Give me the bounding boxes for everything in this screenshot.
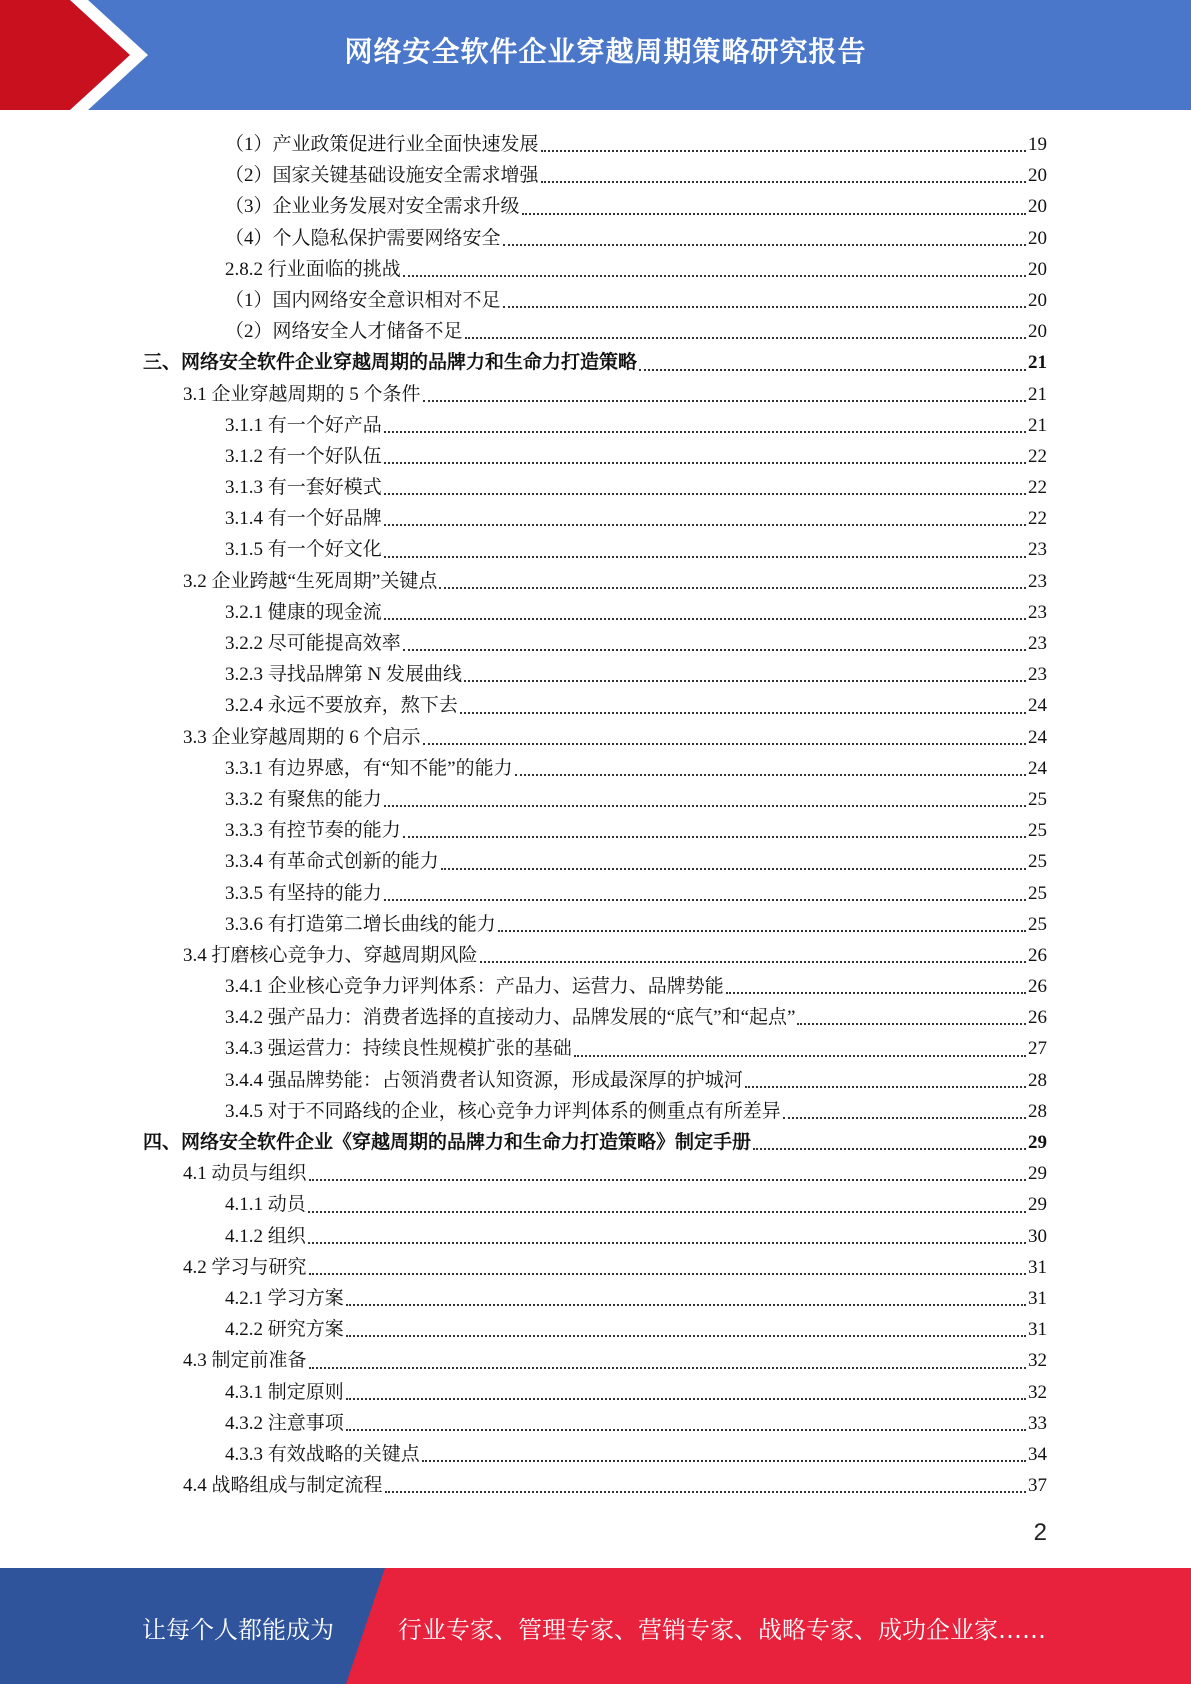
toc-dot-leader [308, 1241, 1026, 1244]
toc-entry-label: 4.4 战略组成与制定流程 [183, 1475, 383, 1497]
toc-entry-label: 3.3.3 有控节奏的能力 [225, 820, 401, 842]
toc-entry[interactable] [143, 1252, 1047, 1283]
toc-dot-leader [423, 742, 1026, 745]
toc-dot-leader [797, 1022, 1026, 1025]
toc-entry[interactable] [143, 846, 1047, 877]
toc-entry[interactable] [143, 971, 1047, 1002]
toc-entry[interactable] [143, 503, 1047, 534]
toc-dot-leader [726, 991, 1026, 994]
toc-entry-label: 3.3.4 有革命式创新的能力 [225, 851, 439, 873]
toc-dot-leader [480, 960, 1026, 963]
toc-entry[interactable] [143, 410, 1047, 441]
toc-dot-leader [384, 492, 1026, 495]
toc-entry-label: 四、网络安全软件企业《穿越周期的品牌力和生命力打造策略》制定手册 [143, 1132, 752, 1153]
toc-dot-leader [384, 804, 1026, 807]
toc-entry-label: 4.2.1 学习方案 [225, 1287, 344, 1309]
toc-entry-label: 3.4.4 强品牌势能：占领消费者认知资源，形成最深厚的护城河 [225, 1069, 743, 1091]
toc-entry-label: 三、网络安全软件企业穿越周期的品牌力和生命力打造策略 [143, 352, 638, 374]
toc-entry-label: 4.2 学习与研究 [183, 1256, 307, 1278]
toc-entry-page: 20 [1028, 165, 1047, 187]
toc-entry[interactable] [143, 1127, 1047, 1158]
toc-entry-label: 3.4.5 对于不同路线的企业，核心竞争力评判体系的侧重点有所差异 [225, 1100, 781, 1122]
table-of-contents [143, 129, 1047, 1501]
toc-dot-leader [309, 1272, 1026, 1275]
toc-entry-page: 31 [1028, 1256, 1047, 1278]
toc-entry[interactable] [143, 534, 1047, 565]
toc-dot-leader [753, 1147, 1026, 1150]
toc-entry-page: 26 [1028, 944, 1047, 966]
toc-entry-label: 4.3.1 制定原则 [225, 1381, 344, 1403]
toc-entry-label: 3.4.2 强产品力：消费者选择的直接动力、品牌发展的“底气”和“起点” [225, 1007, 796, 1029]
toc-entry-page: 21 [1028, 383, 1047, 405]
toc-entry-label: 3.4.3 强运营力：持续良性规模扩张的基础 [225, 1038, 572, 1060]
toc-entry-page: 25 [1028, 882, 1047, 904]
toc-entry-page: 24 [1028, 695, 1047, 717]
toc-entry-label: 3.3.1 有边界感，有“知不能”的能力 [225, 757, 513, 779]
toc-entry-label: 4.2.2 研究方案 [225, 1319, 344, 1341]
toc-dot-leader [498, 929, 1026, 932]
toc-entry[interactable] [143, 160, 1047, 191]
toc-entry-page: 29 [1028, 1132, 1047, 1153]
toc-entry-page: 26 [1028, 1007, 1047, 1029]
toc-dot-leader [423, 399, 1026, 402]
toc-entry-label: 3.2.1 健康的现金流 [225, 601, 382, 623]
toc-dot-leader [745, 1085, 1026, 1088]
toc-entry[interactable] [143, 1221, 1047, 1252]
toc-dot-leader [384, 555, 1026, 558]
toc-entry[interactable] [143, 1345, 1047, 1376]
toc-entry-page: 37 [1028, 1475, 1047, 1497]
toc-entry-label: （2）网络安全人才储备不足 [225, 321, 463, 343]
footer-slogan-left: 让每个人都能成为 [142, 1616, 334, 1644]
toc-entry[interactable] [143, 285, 1047, 316]
toc-entry-page: 28 [1028, 1069, 1047, 1091]
toc-entry[interactable] [143, 1439, 1047, 1470]
toc-entry-page: 29 [1028, 1194, 1047, 1216]
toc-entry[interactable] [143, 1314, 1047, 1345]
toc-entry-page: 33 [1028, 1412, 1047, 1434]
toc-entry[interactable] [143, 1408, 1047, 1439]
toc-entry-page: 32 [1028, 1381, 1047, 1403]
toc-entry[interactable] [143, 1158, 1047, 1189]
toc-dot-leader [384, 617, 1026, 620]
toc-entry[interactable] [143, 254, 1047, 285]
toc-entry-label: 3.4.1 企业核心竞争力评判体系：产品力、运营力、品牌势能 [225, 976, 724, 998]
toc-dot-leader [308, 1210, 1026, 1213]
toc-dot-leader [541, 180, 1026, 183]
toc-entry-label: （3）企业业务发展对安全需求升级 [225, 196, 520, 218]
toc-entry-label: 4.3 制定前准备 [183, 1350, 307, 1372]
toc-entry-label: 3.3.6 有打造第二增长曲线的能力 [225, 913, 496, 935]
toc-dot-leader [522, 212, 1026, 215]
toc-entry-label: 3.2 企业跨越“生死周期”关键点 [183, 570, 438, 592]
toc-dot-leader [541, 149, 1026, 152]
toc-entry-label: 3.1.3 有一套好模式 [225, 477, 382, 499]
toc-entry-label: （2）国家关键基础设施安全需求增强 [225, 165, 539, 187]
toc-entry-page: 20 [1028, 289, 1047, 311]
toc-entry-page: 19 [1028, 134, 1047, 155]
toc-entry-label: （1）国内网络安全意识相对不足 [225, 289, 501, 311]
toc-entry[interactable] [143, 722, 1047, 753]
toc-entry-page: 25 [1028, 913, 1047, 935]
toc-entry[interactable] [143, 1189, 1047, 1220]
toc-entry-page: 31 [1028, 1319, 1047, 1341]
page-number: 2 [1033, 1519, 1047, 1546]
toc-entry[interactable] [143, 1002, 1047, 1033]
toc-entry-label: 3.2.3 寻找品牌第 N 发展曲线 [225, 664, 462, 686]
toc-entry-page: 20 [1028, 227, 1047, 249]
toc-entry[interactable] [143, 347, 1047, 378]
toc-dot-leader [346, 1303, 1026, 1306]
toc-dot-leader [385, 1490, 1026, 1493]
toc-entry[interactable] [143, 1283, 1047, 1314]
toc-entry[interactable] [143, 1033, 1047, 1064]
toc-dot-leader [515, 773, 1026, 776]
toc-entry-label: 4.3.2 注意事项 [225, 1412, 344, 1434]
toc-dot-leader [403, 274, 1026, 277]
toc-entry-label: 3.1.5 有一个好文化 [225, 539, 382, 561]
toc-entry-page: 22 [1028, 445, 1047, 467]
toc-entry-page: 23 [1028, 539, 1047, 561]
toc-entry-label: 3.1.1 有一个好产品 [225, 414, 382, 436]
toc-entry-label: 3.1.2 有一个好队伍 [225, 445, 382, 467]
toc-entry-page: 30 [1028, 1225, 1047, 1247]
toc-entry-page: 25 [1028, 851, 1047, 873]
page-footer [0, 1568, 1191, 1684]
report-title: 网络安全软件企业穿越周期策略研究报告 [344, 35, 867, 68]
toc-entry[interactable] [143, 878, 1047, 909]
toc-entry-page: 24 [1028, 757, 1047, 779]
toc-entry[interactable] [143, 566, 1047, 597]
toc-dot-leader [384, 523, 1026, 526]
toc-entry-page: 20 [1028, 321, 1047, 343]
toc-entry-page: 22 [1028, 477, 1047, 499]
toc-entry-page: 27 [1028, 1038, 1047, 1060]
toc-entry-label: （4）个人隐私保护需要网络安全 [225, 227, 501, 249]
toc-entry-page: 29 [1028, 1163, 1047, 1185]
toc-entry-page: 21 [1028, 414, 1047, 436]
toc-dot-leader [441, 867, 1026, 870]
toc-dot-leader [422, 1459, 1026, 1462]
toc-dot-leader [346, 1428, 1026, 1431]
toc-entry[interactable] [143, 628, 1047, 659]
toc-dot-leader [403, 835, 1026, 838]
toc-entry[interactable] [143, 129, 1047, 160]
toc-entry[interactable] [143, 597, 1047, 628]
toc-entry[interactable] [143, 1470, 1047, 1501]
toc-entry[interactable] [143, 223, 1047, 254]
toc-entry-page: 21 [1028, 352, 1047, 374]
toc-entry-page: 23 [1028, 601, 1047, 623]
toc-entry-page: 20 [1028, 196, 1047, 218]
toc-entry-page: 26 [1028, 976, 1047, 998]
toc-entry-label: 3.3.5 有坚持的能力 [225, 882, 382, 904]
toc-entry-label: 3.2.4 永远不要放弃，熬下去 [225, 695, 458, 717]
toc-entry-label: 3.1 企业穿越周期的 5 个条件 [183, 383, 421, 405]
toc-dot-leader [384, 461, 1026, 464]
toc-entry-label: 4.1.2 组织 [225, 1225, 306, 1247]
toc-entry-label: 2.8.2 行业面临的挑战 [225, 258, 401, 280]
toc-entry[interactable] [143, 940, 1047, 971]
toc-entry[interactable] [143, 690, 1047, 721]
toc-entry[interactable] [143, 472, 1047, 503]
toc-entry-page: 25 [1028, 820, 1047, 842]
footer-slogan-right: 行业专家、管理专家、营销专家、战略专家、成功企业家…… [398, 1616, 1046, 1644]
toc-entry[interactable] [143, 815, 1047, 846]
toc-dot-leader [574, 1054, 1026, 1057]
toc-entry[interactable] [143, 441, 1047, 472]
toc-entry-page: 32 [1028, 1350, 1047, 1372]
toc-dot-leader [465, 336, 1026, 339]
toc-entry-label: 3.4 打磨核心竞争力、穿越周期风险 [183, 944, 478, 966]
toc-entry[interactable] [143, 909, 1047, 940]
toc-entry-page: 23 [1028, 570, 1047, 592]
toc-dot-leader [503, 305, 1026, 308]
page-header [0, 0, 1191, 110]
toc-entry-page: 25 [1028, 788, 1047, 810]
toc-entry-label: （1）产业政策促进行业全面快速发展 [225, 134, 539, 155]
toc-entry[interactable] [143, 784, 1047, 815]
toc-dot-leader [439, 586, 1026, 589]
toc-entry-page: 23 [1028, 664, 1047, 686]
toc-entry-page: 34 [1028, 1443, 1047, 1465]
toc-entry[interactable] [143, 379, 1047, 410]
toc-dot-leader [783, 1116, 1026, 1119]
toc-entry[interactable] [143, 753, 1047, 784]
toc-entry-label: 3.3 企业穿越周期的 6 个启示 [183, 726, 421, 748]
toc-entry-label: 4.1.1 动员 [225, 1194, 306, 1216]
toc-entry[interactable] [143, 1096, 1047, 1127]
toc-dot-leader [464, 679, 1026, 682]
toc-dot-leader [460, 711, 1026, 714]
toc-entry-label: 3.1.4 有一个好品牌 [225, 508, 382, 530]
toc-entry[interactable] [143, 659, 1047, 690]
toc-entry[interactable] [143, 191, 1047, 222]
toc-entry-page: 28 [1028, 1100, 1047, 1122]
toc-entry-page: 23 [1028, 633, 1047, 654]
toc-entry-label: 4.3.3 有效战略的关键点 [225, 1443, 420, 1465]
toc-dot-leader [503, 243, 1026, 246]
toc-entry-page: 31 [1028, 1287, 1047, 1309]
toc-dot-leader [346, 1397, 1026, 1400]
toc-entry-label: 3.2.2 尽可能提高效率 [225, 633, 401, 654]
toc-entry-label: 4.1 动员与组织 [183, 1163, 307, 1185]
toc-entry[interactable] [143, 316, 1047, 347]
toc-dot-leader [309, 1366, 1026, 1369]
toc-entry-page: 22 [1028, 508, 1047, 530]
toc-dot-leader [309, 1178, 1026, 1181]
toc-entry-page: 20 [1028, 258, 1047, 280]
toc-entry[interactable] [143, 1065, 1047, 1096]
toc-dot-leader [384, 430, 1026, 433]
toc-dot-leader [639, 368, 1026, 371]
toc-dot-leader [403, 648, 1026, 651]
toc-entry-label: 3.3.2 有聚焦的能力 [225, 788, 382, 810]
toc-entry-page: 24 [1028, 726, 1047, 748]
toc-dot-leader [346, 1334, 1026, 1337]
toc-dot-leader [384, 898, 1026, 901]
toc-entry[interactable] [143, 1377, 1047, 1408]
